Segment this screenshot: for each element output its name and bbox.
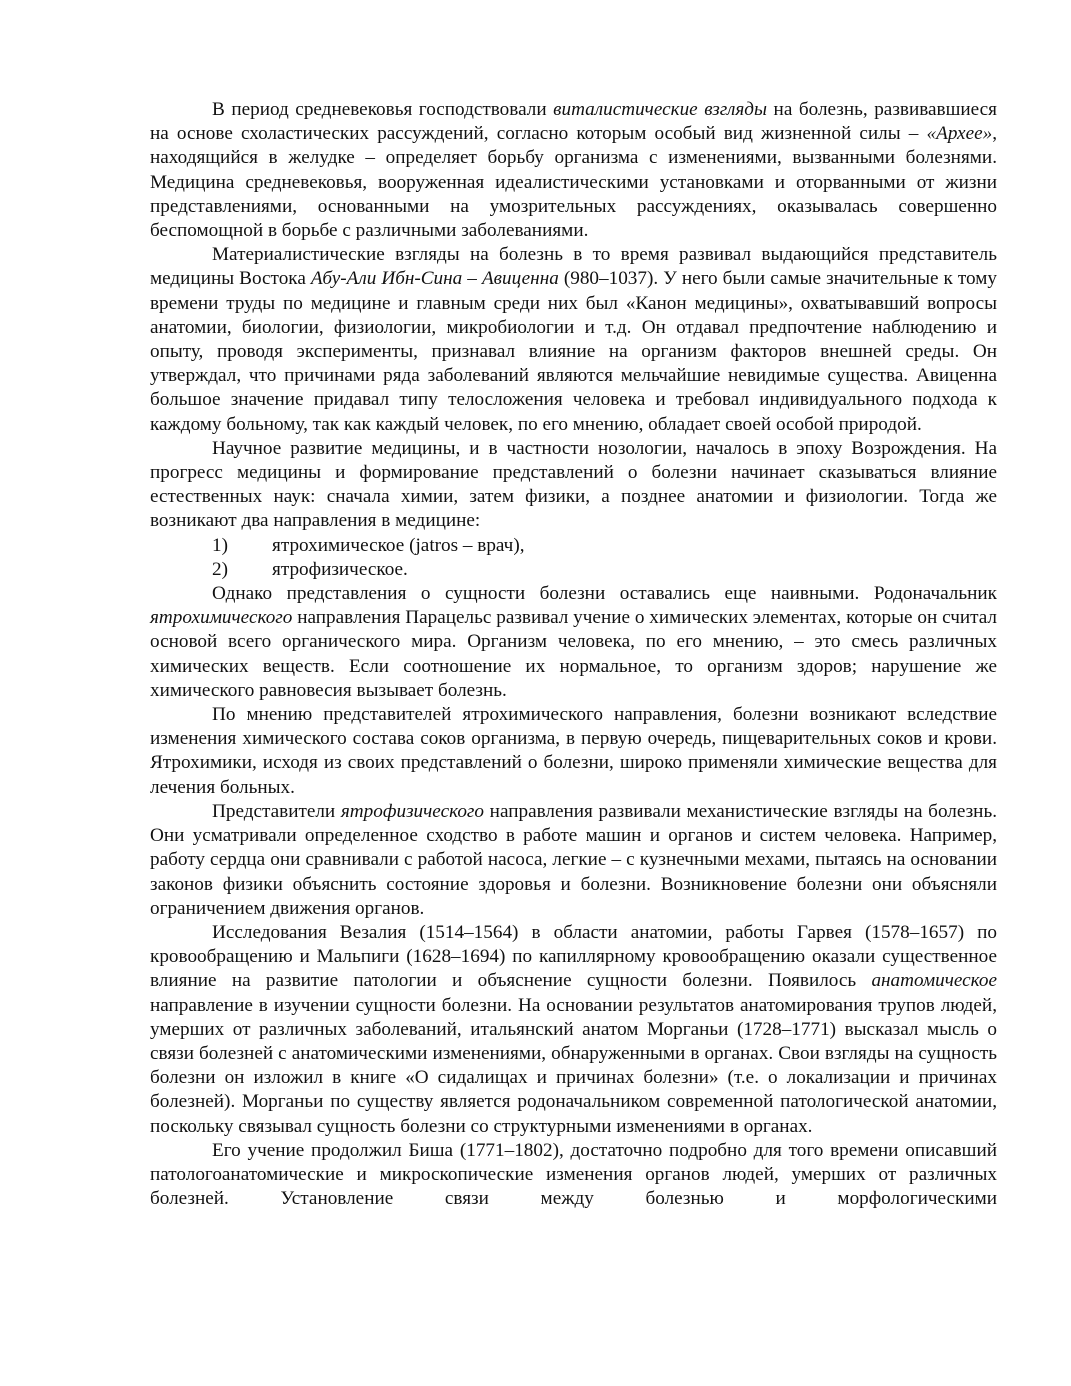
italic-term: «Архее» xyxy=(926,123,993,145)
numbered-list xyxy=(150,534,997,582)
text-run: (980–1037). У него были самые значительные к тому времени труды по медицине и главным среди них был «Канон медицины», охватывавший вопросы анатомии, биологии, физиологии, микробиологии и т.д. Он отдавал предпочтение наблюдению и опыту, проводя эксперименты, признавал влияние на организм факторов внешней среды. Он утверждал, что причинами ряда заболеваний являются мельчайшие невидимые существа. Авиценна большое значение придавал типу телосложения человека и требовал индивидуального подхода к каждому больному, так как каждый человек, по его мнению, обладает своей особой природой. xyxy=(150,268,997,435)
list-item xyxy=(150,534,997,558)
text-run: направление в изучении сущности болезни. На основании результатов анатомирования трупов людей, умерших от различных заболеваний, итальянский анатом Морганьи (1728–1771) высказал мысль о связи болезней с анатомическими изменениями, обнаруженными в органах. Свои взгляды на сущность болезни он изложил в книге «О сидалищах и причинах болезни» (т.е. о локализации и причинах болезней). Морганьи по существу является родоначальником современной патологической анатомии, поскольку связывал сущность болезни со структурными изменениями в органах. xyxy=(150,994,997,1137)
italic-term: ятрохимического xyxy=(150,607,293,629)
document-page xyxy=(150,98,997,1211)
list-number: 1) xyxy=(212,534,228,556)
text-run: Материалистические взгляды на болезнь в то время развивал выдающийся представитель медицины Востока xyxy=(150,244,997,290)
text-run: направления развивали механистические взгляды на болезнь. Они усматривали определенное сходство в работе машин и органов и систем человека. Например, работу сердца они сравнивали с работой насоса, легкие – с кузнечными мехами, пытаясь на основании законов физики объяснить состояние здоровья и болезни. Возникновение болезни они объясняли ограничением движения органов. xyxy=(150,800,998,919)
paragraph-bichat xyxy=(150,1139,997,1212)
text-run: Его учение продолжил Биша (1771–1802), достаточно подробно для того времени описавший патологоанатомические и микроскопические изменения органов людей, умерших от различных болезней. Установление связи между болезнью и морфологическими xyxy=(150,1139,997,1210)
text-run: Исследования Везалия (1514–1564) в области анатомии, работы Гарвея (1578–1657) по кровообращению и Мальпиги (1628–1694) по капиллярному кровообращению оказали существенное влияние на развитие патологии и объяснение сущности болезни. Появилось xyxy=(150,921,997,992)
italic-term: анатомическое xyxy=(871,970,997,992)
paragraph-medieval xyxy=(150,98,997,243)
list-text: ятрофизическое. xyxy=(272,558,408,580)
list-text: ятрохимическое (jatros – врач), xyxy=(272,534,525,556)
text-run: Представители xyxy=(212,800,341,822)
list-item xyxy=(150,558,997,582)
paragraph-paracelsus xyxy=(150,582,997,703)
text-run: Научное развитие медицины, и в частности нозологии, началось в эпоху Возрождения. На прогресс медицины и формирование представлений о болезни начинает сказываться влияние естественных наук: сначала химии, затем физики, а позднее анатомии и физиологии. Тогда же возникают два направления в медицине: xyxy=(150,437,997,532)
text-run: , находящийся в желудке – определяет борьбу организма с изменениями, вызванными болезнями. Медицина средневековья, вооруженная идеалистическими установками и оторванными от жизни представлениями, основанными на умозрительных рассуждениях, оказывалась совершенно беспомощной в борьбе с различными заболеваниями. xyxy=(150,123,997,242)
italic-term: виталистические взгляды xyxy=(553,99,768,120)
text-run: на болезнь, развивавшиеся на основе схоластических рассуждений, согласно которым особый вид жизненной силы – xyxy=(150,99,997,145)
text-run: По мнению представителей ятрохимического направления, болезни возникают вследствие изменения химического состава соков организма, в первую очередь, пищеварительных соков и крови. Ятрохимики, исходя из своих представлений о болезни, широко применяли химические вещества для лечения больных. xyxy=(150,704,997,798)
paragraph-renaissance xyxy=(150,437,997,534)
text-run: направления Парацельс развивал учение о химических элементах, которые он считал основой всего органического мира. Организм человека, по его мнению, – это смесь различных химических веществ. Если соотношение их нормальное, то организм здоров; нарушение же химического равновесия вызывает болезнь. xyxy=(150,607,997,701)
paragraph-anatomy xyxy=(150,921,997,1139)
paragraph-iatrochemists xyxy=(150,703,997,800)
list-number: 2) xyxy=(212,558,228,580)
text-run: Однако представления о сущности болезни оставались еще наивными. Родоначальник xyxy=(212,583,997,605)
paragraph-iatrophysics xyxy=(150,800,997,921)
italic-term: Абу-Али Ибн-Сина – Авиценна xyxy=(310,268,559,290)
text-run: В период средневековья господствовали xyxy=(212,99,554,120)
italic-term: ятрофизического xyxy=(340,800,484,822)
paragraph-avicenna xyxy=(150,243,997,437)
